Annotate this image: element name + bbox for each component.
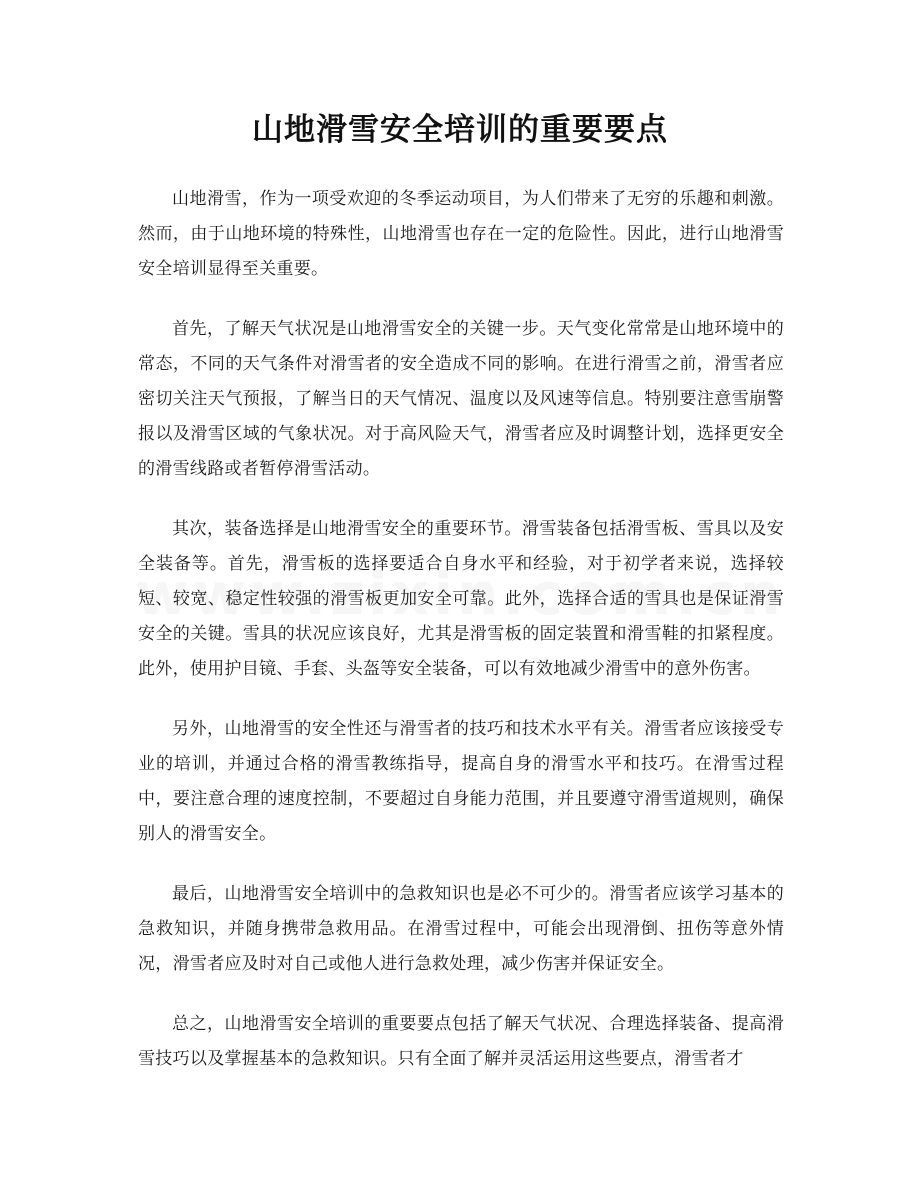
paragraph-first-aid: 最后，山地滑雪安全培训中的急救知识也是必不可少的。滑雪者应该学习基本的急救知识，并随身携带急救用品。在滑雪过程中，可能会出现滑倒、扭伤等意外情况，滑雪者应及时对自己或他人进行急救处理，减少伤害并保证安全。 <box>138 884 784 974</box>
document-body <box>138 182 784 1102</box>
paragraph-summary: 总之，山地滑雪安全培训的重要要点包括了解天气状况、合理选择装备、提高滑雪技巧以及掌握基本的急救知识。只有全面了解并灵活运用这些要点，滑雪者才 <box>138 1014 784 1069</box>
paragraph-weather: 首先，了解天气状况是山地滑雪安全的关键一步。天气变化常常是山地环境中的常态，不同的天气条件对滑雪者的安全造成不同的影响。在进行滑雪之前，滑雪者应密切关注天气预报，了解当日的天气情况、温度以及风速等信息。特别要注意雪崩警报以及滑雪区域的气象状况。对于高风险天气，滑雪者应及时调整计划，选择更安全的滑雪线路或者暂停滑雪活动。 <box>138 319 784 479</box>
paragraph-intro: 山地滑雪，作为一项受欢迎的冬季运动项目，为人们带来了无穷的乐趣和刺激。然而，由于山地环境的特殊性，山地滑雪也存在一定的危险性。因此，进行山地滑雪安全培训显得至关重要。 <box>138 189 784 279</box>
page-title: 山地滑雪安全培训的重要要点 <box>252 112 668 148</box>
paragraph-equipment: 其次，装备选择是山地滑雪安全的重要环节。滑雪装备包括滑雪板、雪具以及安全装备等。首先，滑雪板的选择要适合自身水平和经验，对于初学者来说，选择较短、较宽、稳定性较强的滑雪板更加安全可靠。此外，选择合适的雪具也是保证滑雪安全的关键。雪具的状况应该良好，尤其是滑雪板的固定装置和滑雪鞋的扣紧程度。此外，使用护目镜、手套、头盔等安全装备，可以有效地减少滑雪中的意外伤害。 <box>138 519 784 679</box>
paragraph-skills: 另外，山地滑雪的安全性还与滑雪者的技巧和技术水平有关。滑雪者应该接受专业的培训，并通过合格的滑雪教练指导，提高自身的滑雪水平和技巧。在滑雪过程中，要注意合理的速度控制，不要超过自身能力范围，并且要遵守滑雪道规则，确保别人的滑雪安全。 <box>138 719 784 844</box>
